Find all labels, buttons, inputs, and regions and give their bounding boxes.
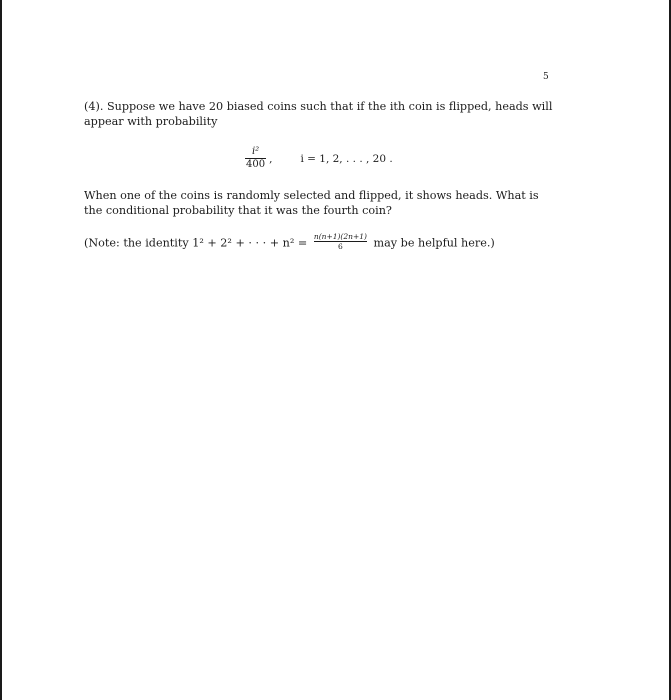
probability-formula <box>245 146 393 171</box>
fraction-denominator: 400 <box>246 159 266 170</box>
problem-intro: (4). Suppose we have 20 biased coins such that if the ith coin is flipped, heads will appear with probability <box>84 100 553 128</box>
problem-note <box>84 234 564 253</box>
formula-separator: , <box>269 152 273 165</box>
sum-fraction-numerator: n(n+1)(2n+1) <box>313 232 367 241</box>
fraction-numerator: i² <box>251 146 260 157</box>
problem-question: When one of the coins is randomly selected and flipped, it shows heads. What is the conditional probability that it was the fourth coin? <box>84 189 539 217</box>
sum-formula-fraction <box>314 232 367 251</box>
note-prefix: (Note: the identity 1² + 2² + · · · + n² = <box>84 236 308 250</box>
page-number: 5 <box>543 72 549 82</box>
sum-fraction-denominator: 6 <box>338 242 343 251</box>
probability-fraction <box>245 146 266 171</box>
note-suffix: may be helpful here.) <box>373 236 495 250</box>
index-range: i = 1, 2, . . . , 20 . <box>300 152 393 165</box>
